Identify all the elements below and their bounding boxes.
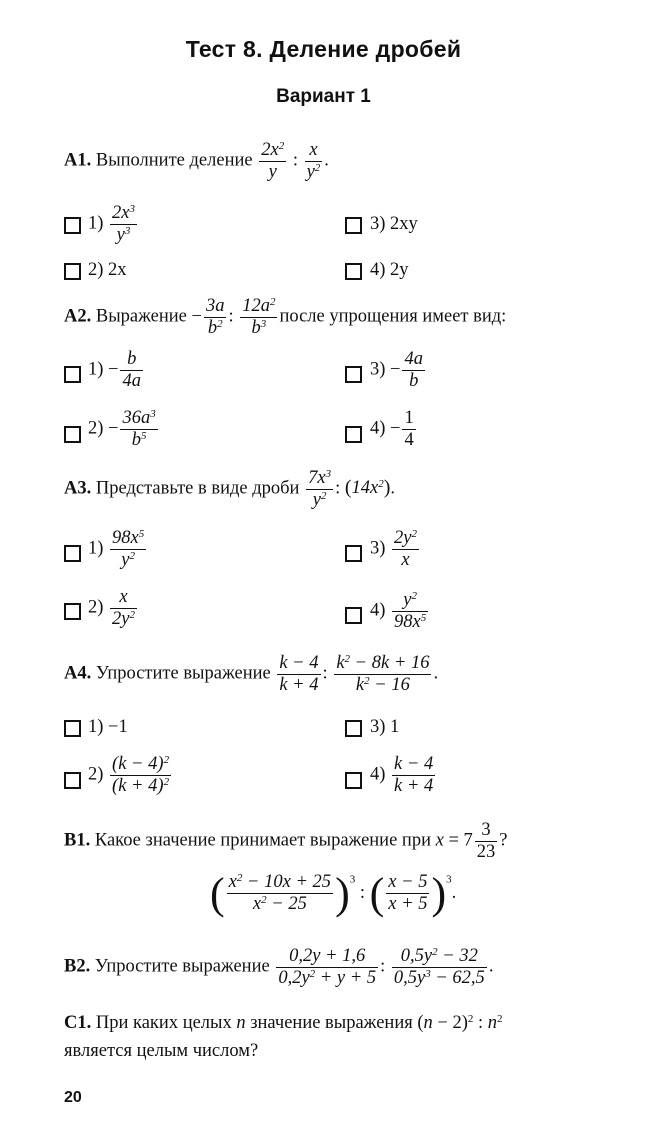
page-title: Тест 8. Деление дробей: [185, 36, 462, 62]
question-b2: В2. Упростите выражение $\frac{0,2y + 1,6}{0,2y^2 + y + 5}$ : $\frac{0,5y^2 - 32}{0,5y^3 - 62,5}$ .: [64, 945, 494, 988]
formula-b1: ( $\frac{x^2 - 10x + 25}{x^2 - 25}$ )$^3$ : ( $\frac{x - 5}{x + 5}$ )$^3$.: [210, 869, 457, 918]
answer-option: 3) 2xy: [370, 214, 418, 234]
question-a1: А1. Выполните деление $\frac{2x^2}{y}$ : $\frac{x}{y^2}$ .: [64, 139, 329, 182]
answer-checkbox[interactable]: [345, 545, 362, 562]
answer-checkbox[interactable]: [345, 607, 362, 624]
answer-checkbox[interactable]: [64, 217, 81, 234]
answer-checkbox[interactable]: [64, 263, 81, 280]
variant-title: Вариант 1: [276, 86, 371, 107]
question-a4: А4. Упростите выражение $\frac{k - 4}{k + 4}$ : $\frac{k^2 - 8k + 16}{k^2 - 16}$ .: [64, 652, 439, 695]
answer-checkbox[interactable]: [64, 366, 81, 383]
fraction: $\frac{x}{y^2}$: [306, 140, 321, 182]
answer-option: 4) $\frac{k - 4}{k + 4}$: [370, 754, 434, 796]
question-c1: С1. При каких целых n значение выражения $(n - 2)^2$ : $n^2$: [64, 1012, 503, 1033]
answer-option: 1) − $\frac{b}{4a}$: [88, 349, 141, 391]
question-b1: В1. Какое значение принимает выражение при x = 7 $\frac{3}{23}$ ?: [64, 820, 508, 862]
answer-option: 4) 2y: [370, 260, 409, 280]
answer-option: 2) − $\frac{36a^3}{b^5}$: [88, 407, 156, 450]
answer-checkbox[interactable]: [345, 217, 362, 234]
answer-option: 1) $\frac{98x^5}{y^2}$: [88, 527, 145, 570]
answer-option: 2) $\frac{x}{2y^2}$: [88, 587, 136, 629]
page-number: 20: [64, 1089, 82, 1106]
answer-option: 1) −1: [88, 717, 128, 737]
fraction: $\frac{2x^2}{y}$: [261, 139, 285, 182]
question-text: Выполните деление: [95, 150, 253, 171]
question-label: А1.: [64, 150, 92, 171]
answer-checkbox[interactable]: [345, 720, 362, 737]
question-a3: А3. Представьте в виде дроби $\frac{7x^3}{y^2}$ : $(14x^2)$.: [64, 467, 396, 510]
answer-option: 3) − $\frac{4a}{b}$: [370, 349, 423, 391]
answer-option: 3) 1: [370, 717, 400, 737]
question-a2: А2. Выражение − $\frac{3a}{b^2}$ : $\frac{12a^2}{b^3}$ после упрощения имеет вид:: [64, 295, 507, 338]
answer-checkbox[interactable]: [345, 772, 362, 789]
answer-option: 3) $\frac{2y^2}{x}$: [370, 527, 418, 570]
answer-checkbox[interactable]: [345, 263, 362, 280]
answer-checkbox[interactable]: [345, 366, 362, 383]
answer-option: 2) $\frac{(k - 4)^2}{(k + 4)^2}$: [88, 753, 170, 796]
answer-option: 4) $\frac{y^2}{98x^5}$: [370, 589, 427, 632]
answer-checkbox[interactable]: [64, 545, 81, 562]
answer-option: 2) 2x: [88, 260, 127, 280]
answer-option: 4) − $\frac{1}{4}$: [370, 408, 414, 450]
answer-checkbox[interactable]: [345, 426, 362, 443]
question-c1-line2: является целым числом?: [64, 1041, 259, 1061]
answer-checkbox[interactable]: [64, 426, 81, 443]
answer-checkbox[interactable]: [64, 720, 81, 737]
answer-checkbox[interactable]: [64, 772, 81, 789]
answer-checkbox[interactable]: [64, 603, 81, 620]
answer-option: 1) $\frac{2x^3}{y^3}$: [88, 202, 136, 245]
